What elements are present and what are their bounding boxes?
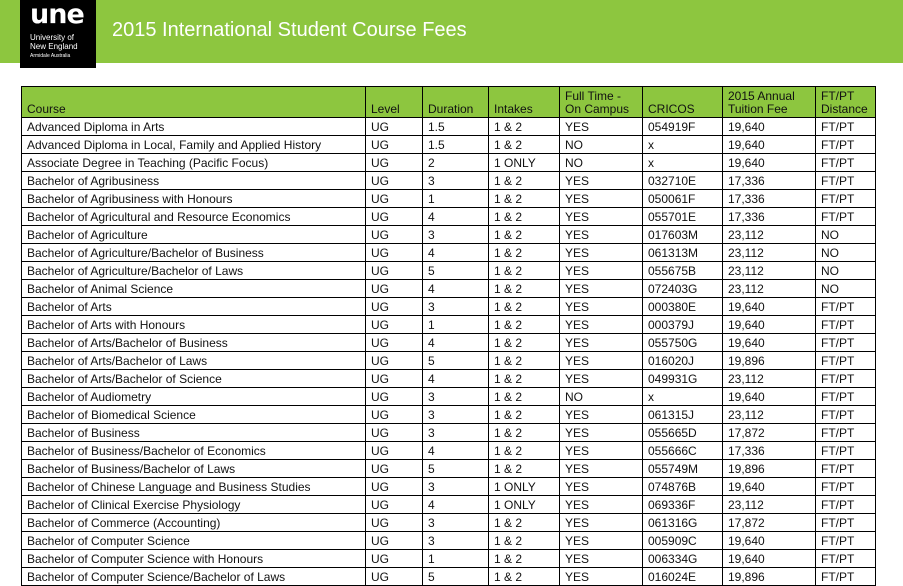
cell-distance: NO (816, 244, 876, 262)
cell-cricos: 016024E (643, 568, 723, 586)
cell-duration: 4 (423, 442, 489, 460)
cell-duration: 3 (423, 226, 489, 244)
table-row (22, 406, 876, 424)
cell-cricos: 017603M (643, 226, 723, 244)
cell-cricos: 061313M (643, 244, 723, 262)
cell-full_time: YES (560, 280, 643, 298)
table-row (22, 514, 876, 532)
table-row (22, 424, 876, 442)
cell-full_time: YES (560, 226, 643, 244)
cell-full_time: YES (560, 514, 643, 532)
cell-fee: 17,336 (723, 442, 816, 460)
cell-level: UG (366, 136, 423, 154)
page-title: 2015 International Student Course Fees (112, 19, 467, 41)
cell-level: UG (366, 532, 423, 550)
cell-distance: NO (816, 226, 876, 244)
cell-full_time: YES (560, 352, 643, 370)
cell-intakes: 1 & 2 (489, 514, 560, 532)
cell-fee: 19,896 (723, 352, 816, 370)
cell-distance: FT/PT (816, 478, 876, 496)
cell-fee: 19,640 (723, 334, 816, 352)
cell-cricos: 055701E (643, 208, 723, 226)
cell-fee: 19,640 (723, 478, 816, 496)
cell-distance: FT/PT (816, 352, 876, 370)
table-row (22, 352, 876, 370)
cell-level: UG (366, 208, 423, 226)
cell-course: Bachelor of Biomedical Science (22, 406, 366, 424)
course-fees-table (21, 86, 876, 586)
cell-full_time: YES (560, 262, 643, 280)
cell-fee: 17,872 (723, 424, 816, 442)
column-header-course (22, 87, 366, 118)
table-row (22, 280, 876, 298)
cell-distance: FT/PT (816, 532, 876, 550)
cell-distance: FT/PT (816, 550, 876, 568)
cell-fee: 19,640 (723, 154, 816, 172)
table-row (22, 370, 876, 388)
cell-full_time: YES (560, 190, 643, 208)
cell-intakes: 1 & 2 (489, 568, 560, 586)
column-header-line: 2015 Annual (728, 89, 795, 103)
cell-duration: 3 (423, 514, 489, 532)
cell-level: UG (366, 262, 423, 280)
cell-intakes: 1 & 2 (489, 460, 560, 478)
cell-fee: 17,336 (723, 172, 816, 190)
cell-intakes: 1 & 2 (489, 226, 560, 244)
column-header-line: CRICOS (648, 102, 695, 116)
cell-duration: 3 (423, 424, 489, 442)
cell-intakes: 1 ONLY (489, 154, 560, 172)
table-row (22, 478, 876, 496)
cell-full_time: YES (560, 334, 643, 352)
cell-course: Bachelor of Audiometry (22, 388, 366, 406)
table-row (22, 550, 876, 568)
cell-cricos: 074876B (643, 478, 723, 496)
cell-distance: FT/PT (816, 442, 876, 460)
cell-course: Associate Degree in Teaching (Pacific Focus) (22, 154, 366, 172)
cell-cricos: 005909C (643, 532, 723, 550)
cell-duration: 1 (423, 316, 489, 334)
logo-wordmark: une (30, 0, 84, 30)
cell-level: UG (366, 568, 423, 586)
cell-fee: 19,640 (723, 316, 816, 334)
cell-course: Bachelor of Agribusiness (22, 172, 366, 190)
cell-duration: 5 (423, 262, 489, 280)
table-row (22, 532, 876, 550)
cell-cricos: 006334G (643, 550, 723, 568)
cell-level: UG (366, 172, 423, 190)
cell-intakes: 1 & 2 (489, 334, 560, 352)
column-header-duration (423, 87, 489, 118)
table-row (22, 226, 876, 244)
cell-duration: 1.5 (423, 118, 489, 136)
cell-intakes: 1 ONLY (489, 478, 560, 496)
column-header-full_time (560, 87, 643, 118)
cell-cricos: 055750G (643, 334, 723, 352)
cell-distance: FT/PT (816, 370, 876, 388)
cell-intakes: 1 & 2 (489, 550, 560, 568)
cell-cricos: 061315J (643, 406, 723, 424)
column-header-line: Tuition Fee (728, 102, 788, 116)
table-row (22, 154, 876, 172)
cell-intakes: 1 & 2 (489, 352, 560, 370)
cell-full_time: YES (560, 532, 643, 550)
table-row (22, 118, 876, 136)
cell-level: UG (366, 370, 423, 388)
column-header-line: On Campus (565, 102, 630, 116)
cell-intakes: 1 & 2 (489, 136, 560, 154)
cell-course: Advanced Diploma in Arts (22, 118, 366, 136)
cell-level: UG (366, 406, 423, 424)
cell-fee: 19,640 (723, 118, 816, 136)
cell-fee: 23,112 (723, 244, 816, 262)
column-header-distance (816, 87, 876, 118)
table-row (22, 316, 876, 334)
cell-full_time: YES (560, 370, 643, 388)
cell-intakes: 1 & 2 (489, 118, 560, 136)
cell-distance: FT/PT (816, 406, 876, 424)
cell-level: UG (366, 388, 423, 406)
cell-course: Bachelor of Business/Bachelor of Economics (22, 442, 366, 460)
cell-course: Bachelor of Arts with Honours (22, 316, 366, 334)
column-header-line: Full Time - (565, 89, 622, 103)
cell-course: Bachelor of Clinical Exercise Physiology (22, 496, 366, 514)
cell-level: UG (366, 316, 423, 334)
cell-cricos: 072403G (643, 280, 723, 298)
cell-cricos: 055675B (643, 262, 723, 280)
cell-duration: 4 (423, 370, 489, 388)
page-header (0, 0, 903, 63)
cell-full_time: NO (560, 388, 643, 406)
table-row (22, 208, 876, 226)
cell-course: Bachelor of Arts/Bachelor of Science (22, 370, 366, 388)
cell-full_time: NO (560, 136, 643, 154)
cell-course: Bachelor of Arts/Bachelor of Business (22, 334, 366, 352)
cell-duration: 4 (423, 280, 489, 298)
cell-distance: FT/PT (816, 298, 876, 316)
cell-course: Bachelor of Agriculture (22, 226, 366, 244)
cell-distance: FT/PT (816, 118, 876, 136)
cell-cricos: x (643, 136, 723, 154)
cell-duration: 1 (423, 550, 489, 568)
cell-full_time: YES (560, 244, 643, 262)
cell-intakes: 1 & 2 (489, 262, 560, 280)
cell-fee: 23,112 (723, 262, 816, 280)
cell-intakes: 1 & 2 (489, 316, 560, 334)
table-row (22, 442, 876, 460)
logo-line-3: Armidale Australia (30, 53, 71, 59)
cell-cricos: x (643, 154, 723, 172)
cell-distance: FT/PT (816, 514, 876, 532)
column-header-line: FT/PT (821, 89, 855, 103)
table-row (22, 334, 876, 352)
cell-duration: 1 (423, 190, 489, 208)
logo-line-2: New England (30, 42, 78, 51)
cell-cricos: 055749M (643, 460, 723, 478)
cell-intakes: 1 & 2 (489, 280, 560, 298)
cell-distance: FT/PT (816, 334, 876, 352)
cell-distance: FT/PT (816, 190, 876, 208)
cell-intakes: 1 & 2 (489, 244, 560, 262)
cell-fee: 23,112 (723, 280, 816, 298)
cell-duration: 3 (423, 172, 489, 190)
cell-level: UG (366, 280, 423, 298)
cell-level: UG (366, 244, 423, 262)
cell-duration: 2 (423, 154, 489, 172)
cell-distance: NO (816, 262, 876, 280)
column-header-line: Intakes (494, 102, 533, 116)
cell-duration: 4 (423, 244, 489, 262)
cell-distance: FT/PT (816, 460, 876, 478)
cell-duration: 3 (423, 406, 489, 424)
column-header-line: Course (27, 102, 66, 116)
cell-fee: 19,896 (723, 460, 816, 478)
cell-distance: FT/PT (816, 172, 876, 190)
cell-full_time: NO (560, 154, 643, 172)
cell-course: Bachelor of Agriculture/Bachelor of Business (22, 244, 366, 262)
column-header-level (366, 87, 423, 118)
cell-distance: FT/PT (816, 136, 876, 154)
cell-level: UG (366, 352, 423, 370)
cell-full_time: YES (560, 496, 643, 514)
cell-distance: FT/PT (816, 208, 876, 226)
table-row (22, 244, 876, 262)
cell-level: UG (366, 226, 423, 244)
cell-distance: FT/PT (816, 424, 876, 442)
cell-fee: 17,872 (723, 514, 816, 532)
column-header-fee (723, 87, 816, 118)
cell-fee: 19,640 (723, 136, 816, 154)
cell-cricos: 000379J (643, 316, 723, 334)
cell-fee: 19,640 (723, 388, 816, 406)
cell-course: Bachelor of Business/Bachelor of Laws (22, 460, 366, 478)
cell-course: Bachelor of Arts (22, 298, 366, 316)
cell-distance: FT/PT (816, 388, 876, 406)
table-row (22, 298, 876, 316)
cell-level: UG (366, 298, 423, 316)
cell-cricos: 055666C (643, 442, 723, 460)
cell-full_time: YES (560, 406, 643, 424)
column-header-intakes (489, 87, 560, 118)
cell-fee: 17,336 (723, 208, 816, 226)
cell-fee: 19,640 (723, 298, 816, 316)
logo-line-1: University of (30, 33, 75, 42)
cell-cricos: 054919F (643, 118, 723, 136)
cell-level: UG (366, 550, 423, 568)
cell-duration: 3 (423, 298, 489, 316)
table-header-row (22, 87, 876, 118)
cell-full_time: YES (560, 424, 643, 442)
cell-fee: 23,112 (723, 496, 816, 514)
cell-course: Bachelor of Agricultural and Resource Economics (22, 208, 366, 226)
cell-level: UG (366, 118, 423, 136)
table-row (22, 190, 876, 208)
cell-course: Bachelor of Agribusiness with Honours (22, 190, 366, 208)
cell-level: UG (366, 334, 423, 352)
cell-full_time: YES (560, 208, 643, 226)
cell-course: Bachelor of Commerce (Accounting) (22, 514, 366, 532)
cell-intakes: 1 & 2 (489, 532, 560, 550)
table-row (22, 496, 876, 514)
cell-course: Bachelor of Arts/Bachelor of Laws (22, 352, 366, 370)
cell-distance: FT/PT (816, 496, 876, 514)
table-body (22, 118, 876, 586)
cell-fee: 23,112 (723, 406, 816, 424)
cell-duration: 1.5 (423, 136, 489, 154)
cell-full_time: YES (560, 568, 643, 586)
cell-cricos: 055665D (643, 424, 723, 442)
cell-duration: 3 (423, 478, 489, 496)
cell-full_time: YES (560, 442, 643, 460)
cell-cricos: 069336F (643, 496, 723, 514)
cell-course: Bachelor of Computer Science (22, 532, 366, 550)
cell-fee: 19,640 (723, 532, 816, 550)
column-header-line: Level (371, 102, 400, 116)
cell-course: Advanced Diploma in Local, Family and Applied History (22, 136, 366, 154)
cell-cricos: 061316G (643, 514, 723, 532)
cell-fee: 23,112 (723, 370, 816, 388)
cell-distance: FT/PT (816, 316, 876, 334)
table-row (22, 136, 876, 154)
une-logo (20, 0, 96, 68)
table-row (22, 388, 876, 406)
cell-duration: 3 (423, 388, 489, 406)
cell-full_time: YES (560, 316, 643, 334)
cell-intakes: 1 & 2 (489, 406, 560, 424)
cell-duration: 3 (423, 532, 489, 550)
cell-distance: NO (816, 280, 876, 298)
cell-distance: FT/PT (816, 154, 876, 172)
cell-intakes: 1 & 2 (489, 424, 560, 442)
table-row (22, 262, 876, 280)
cell-fee: 19,896 (723, 568, 816, 586)
column-header-line: Distance (821, 102, 868, 116)
cell-distance: FT/PT (816, 568, 876, 586)
cell-fee: 19,640 (723, 550, 816, 568)
column-header-cricos (643, 87, 723, 118)
cell-fee: 17,336 (723, 190, 816, 208)
cell-fee: 23,112 (723, 226, 816, 244)
cell-level: UG (366, 424, 423, 442)
cell-intakes: 1 ONLY (489, 496, 560, 514)
cell-duration: 5 (423, 460, 489, 478)
cell-intakes: 1 & 2 (489, 190, 560, 208)
cell-intakes: 1 & 2 (489, 172, 560, 190)
cell-cricos: x (643, 388, 723, 406)
table-row (22, 460, 876, 478)
cell-duration: 4 (423, 334, 489, 352)
cell-cricos: 050061F (643, 190, 723, 208)
cell-cricos: 032710E (643, 172, 723, 190)
cell-full_time: YES (560, 478, 643, 496)
cell-course: Bachelor of Animal Science (22, 280, 366, 298)
cell-level: UG (366, 442, 423, 460)
cell-full_time: YES (560, 460, 643, 478)
column-header-line: Duration (428, 102, 474, 116)
cell-full_time: YES (560, 118, 643, 136)
cell-duration: 5 (423, 568, 489, 586)
cell-intakes: 1 & 2 (489, 298, 560, 316)
cell-cricos: 049931G (643, 370, 723, 388)
cell-level: UG (366, 496, 423, 514)
cell-cricos: 016020J (643, 352, 723, 370)
table-row (22, 172, 876, 190)
cell-course: Bachelor of Computer Science with Honours (22, 550, 366, 568)
cell-duration: 4 (423, 496, 489, 514)
cell-cricos: 000380E (643, 298, 723, 316)
cell-full_time: YES (560, 550, 643, 568)
cell-intakes: 1 & 2 (489, 388, 560, 406)
cell-full_time: YES (560, 172, 643, 190)
cell-course: Bachelor of Agriculture/Bachelor of Laws (22, 262, 366, 280)
cell-duration: 5 (423, 352, 489, 370)
cell-course: Bachelor of Chinese Language and Business Studies (22, 478, 366, 496)
cell-course: Bachelor of Computer Science/Bachelor of Laws (22, 568, 366, 586)
cell-level: UG (366, 514, 423, 532)
cell-intakes: 1 & 2 (489, 370, 560, 388)
cell-full_time: YES (560, 298, 643, 316)
cell-level: UG (366, 460, 423, 478)
cell-intakes: 1 & 2 (489, 442, 560, 460)
cell-level: UG (366, 154, 423, 172)
cell-intakes: 1 & 2 (489, 208, 560, 226)
cell-level: UG (366, 190, 423, 208)
cell-level: UG (366, 478, 423, 496)
cell-course: Bachelor of Business (22, 424, 366, 442)
cell-duration: 4 (423, 208, 489, 226)
